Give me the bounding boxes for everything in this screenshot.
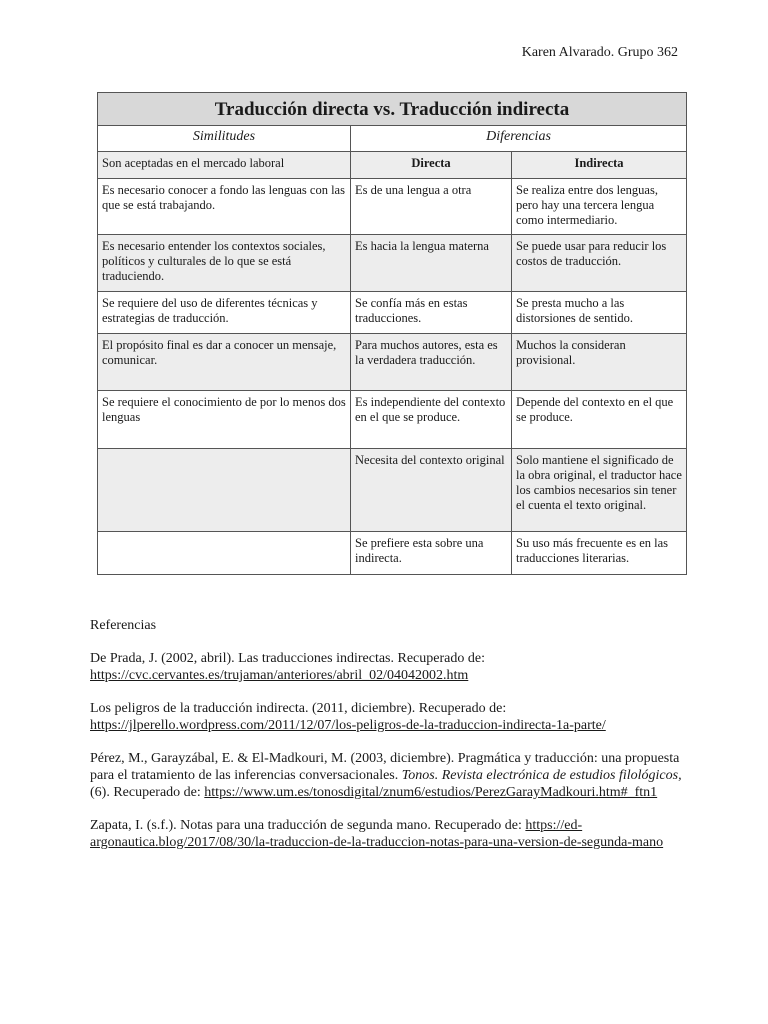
author-header: Karen Alvarado. Grupo 362 — [521, 45, 678, 60]
reference-item — [90, 700, 690, 734]
reference-item — [90, 817, 690, 851]
reference-link[interactable]: https://cvc.cervantes.es/trujaman/anteriores/abril_02/04042002.htm — [90, 668, 469, 683]
similitudes-header: Similitudes — [98, 126, 351, 152]
table-cell-directa: Es de una lengua a otra — [351, 179, 512, 235]
table-row — [98, 292, 687, 334]
table-cell-similitud: Se requiere del uso de diferentes técnicas y estrategias de traducción. — [98, 292, 351, 334]
table-cell-directa: Es hacia la lengua materna — [351, 235, 512, 292]
table-cell-indirecta: Solo mantiene el significado de la obra original, el traductor hace los cambios necesarios sin tener el cuenta el texto original. — [512, 449, 687, 532]
reference-text: De Prada, J. (2002, abril). Las traducciones indirectas. Recuperado de: — [90, 651, 485, 666]
table-row — [98, 449, 687, 532]
reference-link[interactable]: https://ed- — [525, 818, 583, 833]
table-cell-indirecta: Se realiza entre dos lenguas, pero hay una tercera lengua como intermediario. — [512, 179, 687, 235]
indirecta-header: Indirecta — [512, 152, 687, 179]
table-row — [98, 334, 687, 391]
table-cell-indirecta: Su uso más frecuente es en las traducciones literarias. — [512, 532, 687, 575]
diferencias-header: Diferencias — [351, 126, 687, 152]
table-cell-indirecta: Muchos la consideran provisional. — [512, 334, 687, 391]
table-cell-similitud: Son aceptadas en el mercado laboral — [98, 152, 351, 179]
comparison-table — [97, 92, 687, 575]
table-cell-similitud — [98, 532, 351, 575]
reference-item — [90, 750, 690, 801]
reference-text: Zapata, I. (s.f.). Notas para una traducción de segunda mano. Recuperado de: — [90, 818, 522, 833]
references-section — [90, 617, 690, 867]
reference-text: (6). Recuperado de: — [90, 785, 201, 800]
table-cell-directa: Para muchos autores, esta es la verdadera traducción. — [351, 334, 512, 391]
table-cell-similitud: Se requiere el conocimiento de por lo menos dos lenguas — [98, 391, 351, 449]
table-cell-indirecta: Se puede usar para reducir los costos de traducción. — [512, 235, 687, 292]
table-row — [98, 179, 687, 235]
table-row — [98, 391, 687, 449]
table-cell-indirecta: Depende del contexto en el que se produce. — [512, 391, 687, 449]
table-cell-similitud: Es necesario conocer a fondo las lenguas con las que se está trabajando. — [98, 179, 351, 235]
reference-link[interactable]: argonautica.blog/2017/08/30/la-traduccion-de-la-traduccion-notas-para-una-version-de-segunda-mano — [90, 835, 664, 850]
table-cell-directa: Se confía más en estas traducciones. — [351, 292, 512, 334]
reference-text: Los peligros de la traducción indirecta. (2011, diciembre). Recuperado de: — [90, 701, 507, 716]
table-cell-directa: Es independiente del contexto en el que se produce. — [351, 391, 512, 449]
table-cell-similitud — [98, 449, 351, 532]
reference-link[interactable]: https://www.um.es/tonosdigital/znum6/estudios/PerezGarayMadkouri.htm#_ftn1 — [204, 785, 658, 800]
table-cell-directa: Se prefiere esta sobre una indirecta. — [351, 532, 512, 575]
reference-link[interactable]: https://jlperello.wordpress.com/2011/12/07/los-peligros-de-la-traduccion-indirecta-1a-parte/ — [90, 718, 606, 733]
table-title: Traducción directa vs. Traducción indirecta — [98, 93, 687, 126]
table-cell-similitud: Es necesario entender los contextos sociales, políticos y culturales de lo que se está traduciendo. — [98, 235, 351, 292]
table-row — [98, 532, 687, 575]
directa-header: Directa — [351, 152, 512, 179]
table-row — [98, 235, 687, 292]
table-cell-similitud: El propósito final es dar a conocer un mensaje, comunicar. — [98, 334, 351, 391]
table-cell-directa: Necesita del contexto original — [351, 449, 512, 532]
references-heading: Referencias — [90, 618, 157, 633]
reference-text: Pérez, M., Garayzábal, E. & El-Madkouri, M. (2003, diciembre). Pragmática y traducción: una propuesta para el tratamiento de las inferencias conversacionales. — [90, 751, 680, 783]
reference-item — [90, 650, 690, 684]
reference-journal: Tonos. Revista electrónica de estudios filológicos, — [401, 768, 682, 783]
table-cell-indirecta: Se presta mucho a las distorsiones de sentido. — [512, 292, 687, 334]
